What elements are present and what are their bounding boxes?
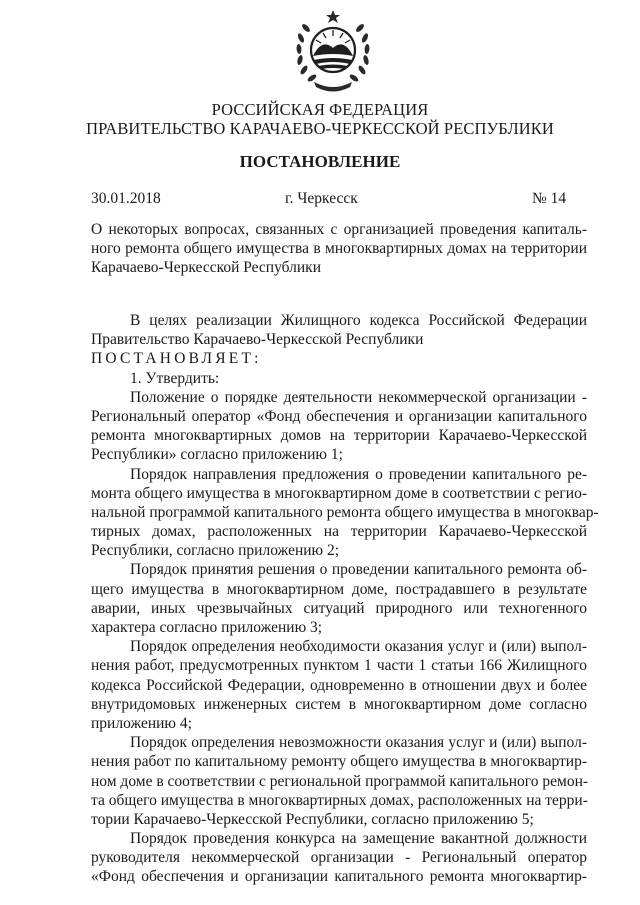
subject-line: О некоторых вопросах, связанных с организацией проведения капиталь-: [91, 221, 587, 238]
body-line: ремонта многоквартирных домов на территории Карачаево-Черкесской: [91, 427, 587, 445]
document-type-title: ПОСТАНОВЛЕНИЕ: [239, 152, 401, 171]
body-line: характера согласно приложению 3;: [91, 619, 323, 636]
body-line: кодекса Российской Федерации, одновременно в отношении двух и более: [91, 676, 587, 694]
body-line: «Фонд обеспечения и организации капитального ремонта многоквартир-: [91, 868, 587, 886]
government-heading: ПРАВИТЕЛЬСТВО КАРАЧАЕВО-ЧЕРКЕССКОЙ РЕСПУБЛИКИ: [86, 119, 554, 138]
body-line: внутридомовых инженерных систем в многоквартирном доме согласно: [91, 695, 587, 713]
body-line: нения работ, предусмотренных пунктом 1 части 1 статьи 166 Жилищного: [91, 657, 587, 675]
body-line: Республики, согласно приложению 2;: [91, 542, 340, 560]
body-line: Положение о порядке деятельности некоммерческой организации -: [130, 388, 587, 406]
body-line: та общего имущества в многоквартирных домах, расположенных на терри-: [91, 791, 588, 809]
resolution-keyword: ПОСТАНОВЛЯЕТ:: [91, 350, 262, 368]
body-line: ном доме в соответствии с региональной программой капитального ремон-: [91, 772, 589, 790]
body-line: аварии, иных чрезвычайных ситуаций природного или техногенного: [91, 599, 587, 617]
document-number: № 14: [532, 190, 567, 207]
body-line: щего имущества в многоквартирном доме, пострадавшего в результате: [91, 580, 587, 598]
document-date: 30.01.2018: [91, 190, 161, 207]
body-line: тирных домах, расположенных на территории Карачаево-Черкесской: [91, 523, 587, 541]
body-line: Порядок проведения конкурса на замещение вакантной должности: [130, 830, 587, 848]
document-subject: [91, 220, 587, 278]
body-line: В целях реализации Жилищного кодекса Российской Федерации: [130, 312, 587, 329]
coat-of-arms-emblem: [290, 8, 376, 94]
body-line: Республики» согласно приложению 1;: [91, 446, 343, 464]
body-line: нальной программой капитального ремонта общего имущества в многоквар-: [91, 503, 599, 521]
subject-line: Карачаево-Черкесской Республики: [91, 259, 321, 277]
body-line: Правительство Карачаево-Черкесской Республики: [91, 331, 424, 349]
body-line: 1. Утвердить:: [130, 369, 220, 387]
body-line: монта общего имущества в многоквартирном доме в соответствии с регио-: [91, 484, 587, 502]
body-line: Порядок принятия решения о проведении капитального ремонта об-: [130, 561, 587, 579]
country-heading: РОССИЙСКАЯ ФЕДЕРАЦИЯ: [211, 100, 429, 119]
body-line: Региональный оператор «Фонд обеспечения и организации капитального: [91, 407, 587, 425]
body-line: руководителя некоммерческой организации - Региональный оператор: [91, 849, 587, 867]
body-line: тории Карачаево-Черкесской Республики, согласно приложению 5;: [91, 810, 534, 828]
body-line: Порядок определения необходимости оказания услуг и (или) выпол-: [130, 638, 587, 656]
body-line: нения работ по капитальному ремонту общего имущества в многоквартир-: [91, 753, 587, 771]
document-body: [91, 311, 599, 887]
subject-line: ного ремонта общего имущества в многоквартирных домах на территории: [91, 240, 587, 258]
body-line: Порядок направления предложения о проведении капитального ре-: [130, 465, 587, 483]
document-city: г. Черкесск: [285, 190, 358, 207]
body-line: приложению 4;: [91, 714, 192, 732]
body-line: Порядок определения невозможности оказания услуг и (или) выпол-: [130, 734, 587, 752]
